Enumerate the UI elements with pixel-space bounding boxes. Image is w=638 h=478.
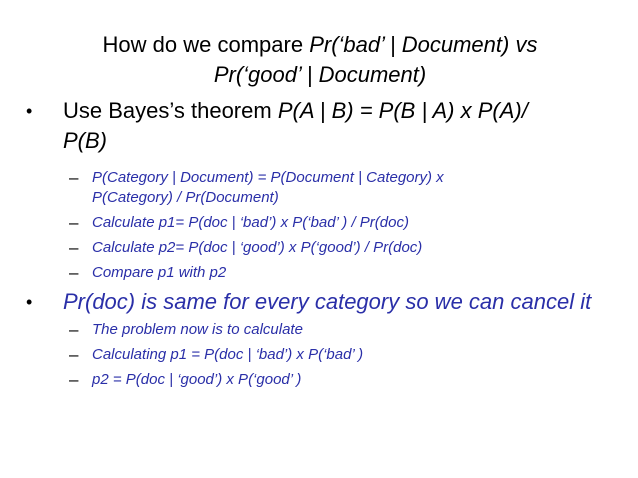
dash-marker: – <box>69 238 79 257</box>
subitem-text: Calculating p1 = P(doc | ‘bad’) x P(‘bad’ ) <box>92 346 364 363</box>
subitem <box>69 168 599 208</box>
dash-marker: – <box>69 345 79 364</box>
title-line-1 <box>40 30 600 60</box>
subitem-text: Compare p1 with p2 <box>92 264 227 281</box>
bullet-marker: • <box>26 292 33 312</box>
bullet-formula-1: P(A | B) = P(B | A) x P(A)/ <box>277 98 528 123</box>
bullet-formula-2: P(B) <box>63 128 107 153</box>
subitem <box>69 320 599 340</box>
dash-marker: – <box>69 263 79 282</box>
bullet-cancel <box>26 287 616 317</box>
dash-marker: – <box>69 213 79 232</box>
subitem-text: Calculate p2= P(doc | ‘good’) x P(‘good’) / Pr(doc) <box>92 239 423 256</box>
dash-marker: – <box>69 320 79 339</box>
dash-marker: – <box>69 168 79 187</box>
title-plain: How do we compare <box>102 32 310 57</box>
subitem <box>69 213 599 233</box>
subitem-text: Calculate p1= P(doc | ‘bad’) x P(‘bad’ ) / Pr(doc) <box>92 214 409 231</box>
subitem <box>69 345 599 365</box>
subitem <box>69 370 599 390</box>
subitem-text: p2 = P(doc | ‘good’) x P(‘good’ ) <box>92 371 302 388</box>
slide-title <box>40 30 600 90</box>
bullet-bayes <box>26 96 616 156</box>
dash-marker: – <box>69 370 79 389</box>
title-line-2: Pr(‘good’ | Document) <box>213 62 427 87</box>
title-italic-1: Pr(‘bad’ | Document) vs <box>309 32 538 57</box>
subitem-text <box>92 168 599 208</box>
subitem <box>69 263 599 283</box>
subitem-line: P(Category | Document) = P(Document | Category) x <box>92 169 444 186</box>
bullet-marker: • <box>26 101 33 121</box>
bullet-text: Pr(doc) is same for every category so we can cancel it <box>63 289 592 314</box>
bullet-text <box>63 96 616 156</box>
subitem-text: The problem now is to calculate <box>92 321 303 338</box>
subitem-line: P(Category) / Pr(Document) <box>92 189 279 206</box>
bullet-plain: Use Bayes’s theorem <box>63 98 278 123</box>
subitem <box>69 238 599 258</box>
